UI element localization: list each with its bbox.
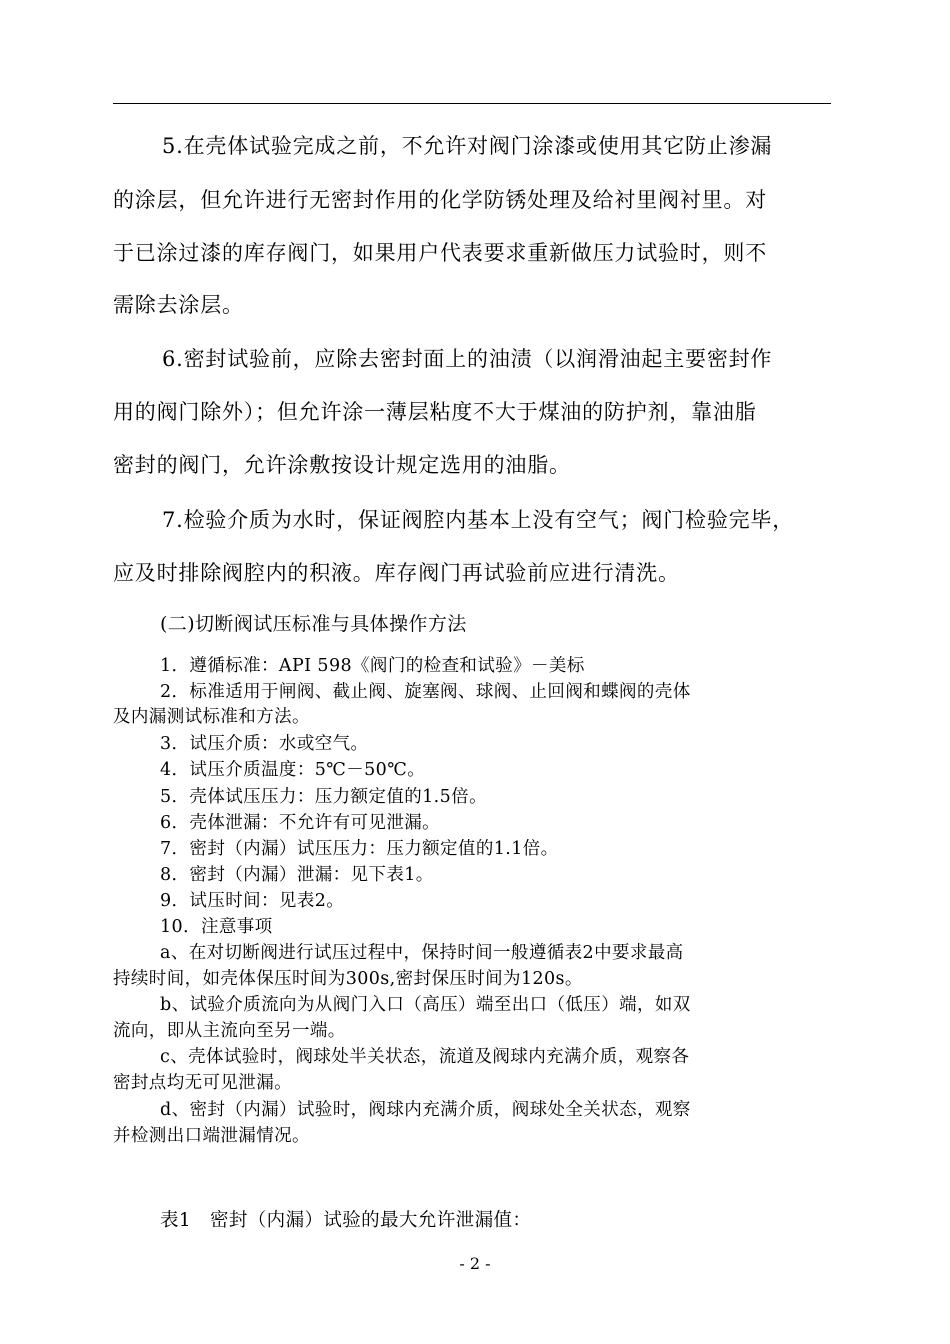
paragraph-line: 于已涂过漆的库存阀门，如果用户代表要求重新做压力试验时，则不 <box>113 241 767 265</box>
list-item: d、密封（内漏）试验时，阀球内充满介质，阀球处全关状态，观察 <box>160 1100 691 1120</box>
paragraph-line: 5.在壳体试验完成之前，不允许对阀门涂漆或使用其它防止渗漏 <box>162 134 773 158</box>
list-item: 3．试压介质：水或空气。 <box>160 734 369 754</box>
list-item: 持续时间，如壳体保压时间为300s,密封保压时间为120s。 <box>113 969 583 989</box>
list-item: 7．密封（内漏）试压压力：压力额定值的1.1倍。 <box>160 839 559 859</box>
list-item: 1．遵循标准：API 598《阀门的检查和试验》－美标 <box>160 656 585 676</box>
page-number: - 2 - <box>459 1254 491 1273</box>
paragraph-line: 用的阀门除外）；但允许涂一薄层粘度不大于煤油的防护剂，靠油脂 <box>113 400 757 424</box>
list-item: 5．壳体试压压力：压力额定值的1.5倍。 <box>160 787 487 807</box>
list-item: 密封点均无可见泄漏。 <box>113 1073 292 1093</box>
list-item: 9．试压时间：见表2。 <box>160 891 345 911</box>
list-item: 6．壳体泄漏：不允许有可见泄漏。 <box>160 813 441 833</box>
list-item: b、试验介质流向为从阀门入口（高压）端至出口（低压）端，如双 <box>160 995 691 1015</box>
list-item: 4．试压介质温度：5℃－50℃。 <box>160 760 426 780</box>
paragraph-line: 应及时排除阀腔内的积液。库存阀门再试验前应进行清洗。 <box>113 561 680 585</box>
paragraph-line: 6.密封试验前，应除去密封面上的油渍（以润滑油起主要密封作 <box>162 347 773 371</box>
list-item: 10．注意事项 <box>160 917 273 937</box>
section-heading: (二)切断阀试压标准与具体操作方法 <box>160 613 467 635</box>
paragraph-line: 的涂层，但允许进行无密封作用的化学防锈处理及给衬里阀衬里。对 <box>113 188 767 212</box>
table-caption: 表1 密封（内漏）试验的最大允许泄漏值： <box>160 1210 532 1231</box>
paragraph-line: 7.检验介质为水时，保证阀腔内基本上没有空气；阀门检验完毕， <box>162 508 795 532</box>
list-item: a、在对切断阀进行试压过程中，保持时间一般遵循表2中要求最高 <box>160 943 684 963</box>
list-item: 流向，即从主流向至另一端。 <box>113 1021 346 1041</box>
header-rule <box>113 103 831 104</box>
list-item: c、壳体试验时，阀球处半关状态，流道及阀球内充满介质，观察各 <box>160 1047 690 1067</box>
list-item: 并检测出口端泄漏情况。 <box>113 1126 310 1146</box>
list-item: 及内漏测试标准和方法。 <box>113 707 310 727</box>
paragraph-line: 需除去涂层。 <box>113 293 244 317</box>
list-item: 2．标准适用于闸阀、截止阀、旋塞阀、球阀、止回阀和蝶阀的壳体 <box>160 682 691 702</box>
list-item: 8．密封（内漏）泄漏：见下表1。 <box>160 865 434 885</box>
paragraph-line: 密封的阀门，允许涂敷按设计规定选用的油脂。 <box>113 453 571 477</box>
